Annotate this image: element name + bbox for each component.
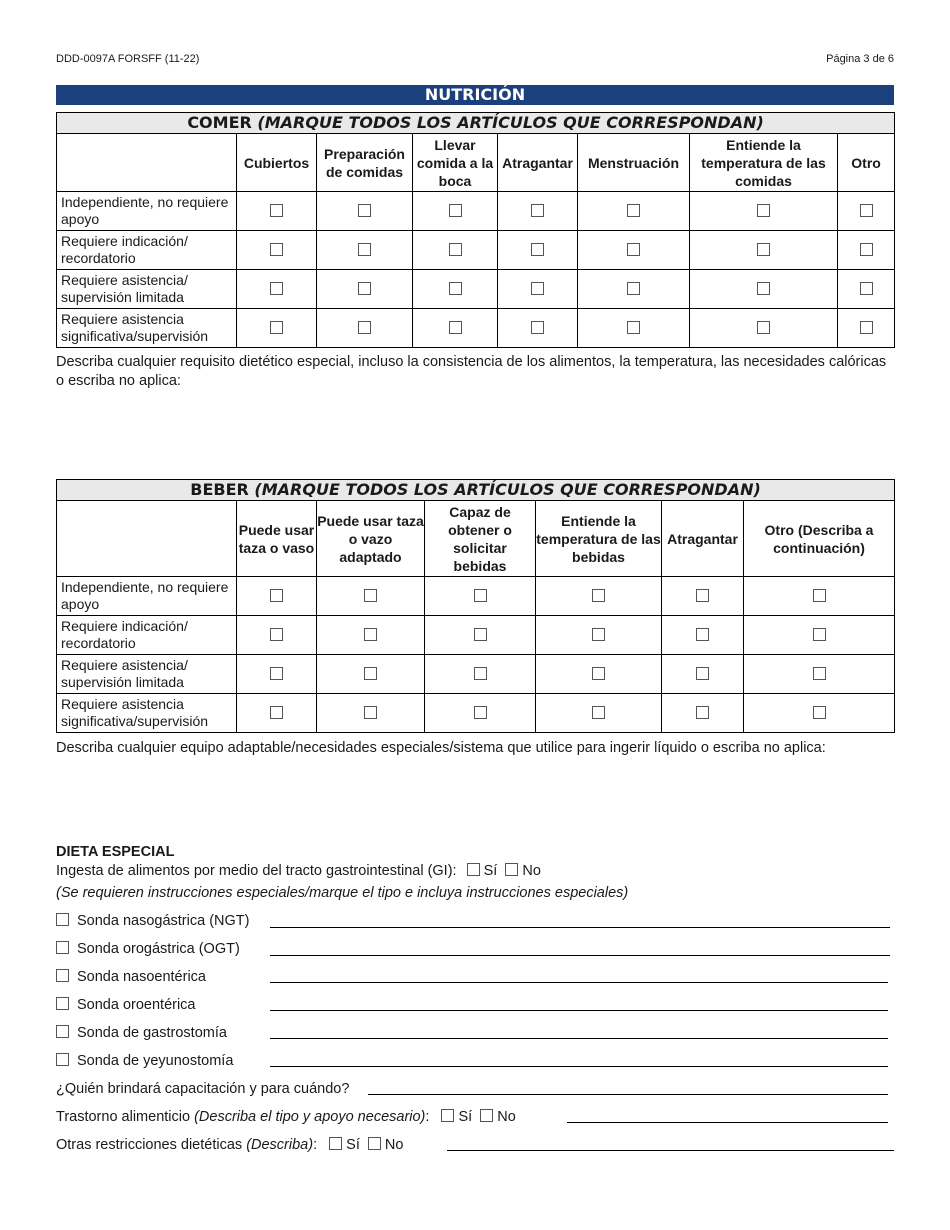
comer-checkbox[interactable]	[627, 204, 640, 217]
tube-label: Sonda de gastrostomía	[77, 1025, 227, 1041]
restrictions-line[interactable]	[447, 1150, 894, 1151]
comer-checkbox[interactable]	[860, 243, 873, 256]
table-row	[57, 655, 895, 694]
disorder-row: Trastorno alimenticio (Describa el tipo y apoyo necesario): Sí No	[56, 1109, 516, 1125]
tube-line[interactable]	[270, 982, 888, 983]
comer-checkbox[interactable]	[757, 321, 770, 334]
tube-option	[56, 1025, 227, 1041]
tube-checkbox[interactable]	[56, 1025, 69, 1038]
beber-checkbox[interactable]	[696, 667, 709, 680]
comer-col: Cubiertos	[237, 134, 317, 192]
comer-checkbox[interactable]	[270, 321, 283, 334]
comer-checkbox[interactable]	[449, 204, 462, 217]
disorder-yes-checkbox[interactable]	[441, 1109, 454, 1122]
disorder-no-label: No	[497, 1109, 516, 1125]
tube-label: Sonda orogástrica (OGT)	[77, 941, 240, 957]
beber-corner	[57, 501, 237, 577]
tube-line[interactable]	[270, 1066, 888, 1067]
beber-checkbox[interactable]	[270, 628, 283, 641]
table-row	[57, 231, 895, 270]
comer-checkbox[interactable]	[860, 282, 873, 295]
tube-line[interactable]	[270, 927, 890, 928]
dieta-title: DIETA ESPECIAL	[56, 844, 175, 860]
disorder-label: Trastorno alimenticio	[56, 1109, 191, 1125]
beber-col: Puede usar taza o vazo adaptado	[317, 501, 425, 577]
table-row	[57, 270, 895, 309]
comer-col: Menstruación	[578, 134, 690, 192]
comer-checkbox[interactable]	[270, 204, 283, 217]
tube-checkbox[interactable]	[56, 1053, 69, 1066]
beber-row-label: Independiente, no requiere apoyo	[57, 577, 237, 616]
beber-col: Capaz de obtener o solicitar bebidas	[425, 501, 536, 577]
tube-option	[56, 913, 249, 929]
table-row	[57, 309, 895, 348]
table-row	[57, 616, 895, 655]
comer-checkbox[interactable]	[270, 282, 283, 295]
comer-checkbox[interactable]	[627, 321, 640, 334]
comer-col: Llevar comida a la boca	[413, 134, 498, 192]
beber-checkbox[interactable]	[474, 706, 487, 719]
tube-label: Sonda oroentérica	[77, 997, 196, 1013]
tube-label: Sonda de yeyunostomía	[77, 1053, 234, 1069]
beber-checkbox[interactable]	[270, 706, 283, 719]
tube-option	[56, 997, 196, 1013]
beber-checkbox[interactable]	[813, 628, 826, 641]
beber-checkbox[interactable]	[813, 589, 826, 602]
beber-col: Entiende la temperatura de las bebidas	[536, 501, 662, 577]
restrictions-row: Otras restricciones dietéticas (Describa): Sí No	[56, 1137, 404, 1153]
beber-checkbox[interactable]	[474, 667, 487, 680]
tube-line[interactable]	[270, 1038, 888, 1039]
comer-title: COMER (MARQUE TODOS LOS ARTÍCULOS QUE CORRESPONDAN)	[57, 113, 895, 134]
restrictions-yes-label: Sí	[346, 1137, 360, 1153]
gi-question: Ingesta de alimentos por medio del tracto gastrointestinal (GI):	[56, 863, 457, 879]
comer-checkbox[interactable]	[358, 204, 371, 217]
comer-col: Entiende la temperatura de las comidas	[690, 134, 838, 192]
beber-row-label: Requiere indicación/ recordatorio	[57, 616, 237, 655]
comer-col: Otro	[838, 134, 895, 192]
beber-checkbox[interactable]	[364, 628, 377, 641]
restrictions-no-checkbox[interactable]	[368, 1137, 381, 1150]
beber-checkbox[interactable]	[270, 589, 283, 602]
tube-option	[56, 1053, 233, 1069]
disorder-no-checkbox[interactable]	[480, 1109, 493, 1122]
gi-yes-checkbox[interactable]	[467, 863, 480, 876]
gi-no-checkbox[interactable]	[505, 863, 518, 876]
comer-row-label: Requiere indicación/ recordatorio	[57, 231, 237, 270]
comer-checkbox[interactable]	[757, 204, 770, 217]
tube-label: Sonda nasogástrica (NGT)	[77, 913, 250, 929]
beber-checkbox[interactable]	[813, 706, 826, 719]
gi-question-row	[56, 863, 541, 879]
beber-checkbox[interactable]	[364, 667, 377, 680]
tube-checkbox[interactable]	[56, 997, 69, 1010]
restrictions-note: (Describa)	[246, 1137, 314, 1153]
comer-checkbox[interactable]	[860, 204, 873, 217]
training-line[interactable]	[368, 1094, 888, 1095]
beber-col: Puede usar taza o vaso	[237, 501, 317, 577]
beber-checkbox[interactable]	[270, 667, 283, 680]
beber-checkbox[interactable]	[474, 589, 487, 602]
beber-checkbox[interactable]	[696, 589, 709, 602]
beber-checkbox[interactable]	[592, 589, 605, 602]
comer-checkbox[interactable]	[531, 321, 544, 334]
section-title: NUTRICIÓN	[56, 85, 894, 105]
comer-checkbox[interactable]	[270, 243, 283, 256]
comer-checkbox[interactable]	[531, 204, 544, 217]
comer-checkbox[interactable]	[449, 321, 462, 334]
beber-checkbox[interactable]	[592, 706, 605, 719]
gi-yes-label: Sí	[483, 863, 498, 879]
beber-title: BEBER (MARQUE TODOS LOS ARTÍCULOS QUE CORRESPONDAN)	[57, 480, 895, 501]
comer-checkbox[interactable]	[627, 243, 640, 256]
table-row	[57, 694, 895, 733]
comer-checkbox[interactable]	[358, 321, 371, 334]
tube-line[interactable]	[270, 1010, 888, 1011]
beber-table	[56, 479, 895, 733]
comer-checkbox[interactable]	[531, 243, 544, 256]
gi-note: (Se requieren instrucciones especiales/marque el tipo e incluya instrucciones especiales)	[56, 885, 629, 901]
table-row	[57, 192, 895, 231]
restrictions-yes-checkbox[interactable]	[329, 1137, 342, 1150]
beber-describe-label: Describa cualquier equipo adaptable/necesidades especiales/sistema que utilice para ingerir líquido o escriba no aplica:	[56, 740, 826, 756]
gi-no-label: No	[522, 863, 541, 879]
tube-line[interactable]	[270, 955, 890, 956]
tube-checkbox[interactable]	[56, 969, 69, 982]
disorder-line[interactable]	[567, 1122, 888, 1123]
beber-checkbox[interactable]	[474, 628, 487, 641]
tube-checkbox[interactable]	[56, 941, 69, 954]
comer-describe-label: Describa cualquier requisito dietético especial, incluso la consistencia de los alimentos, la temperatura, las necesidades calóricas o escriba no aplica:	[56, 354, 887, 389]
comer-checkbox[interactable]	[449, 243, 462, 256]
disorder-note: (Describa el tipo y apoyo necesario)	[194, 1109, 426, 1125]
beber-row-label: Requiere asistencia/ supervisión limitada	[57, 655, 237, 694]
beber-describe-area[interactable]	[56, 762, 894, 832]
tube-option	[56, 969, 206, 985]
disorder-yes-label: Sí	[458, 1109, 473, 1125]
beber-checkbox[interactable]	[364, 706, 377, 719]
page-number: Página 3 de 6	[826, 53, 894, 65]
comer-col: Atragantar	[498, 134, 578, 192]
tube-checkbox[interactable]	[56, 913, 69, 926]
comer-checkbox[interactable]	[860, 321, 873, 334]
comer-table	[56, 112, 895, 348]
tube-label: Sonda nasoentérica	[77, 969, 206, 985]
comer-describe-area[interactable]	[56, 396, 894, 472]
beber-checkbox[interactable]	[696, 628, 709, 641]
comer-checkbox[interactable]	[358, 243, 371, 256]
comer-checkbox[interactable]	[449, 282, 462, 295]
comer-corner	[57, 134, 237, 192]
comer-checkbox[interactable]	[757, 282, 770, 295]
table-row	[57, 577, 895, 616]
beber-checkbox[interactable]	[592, 628, 605, 641]
comer-checkbox[interactable]	[531, 282, 544, 295]
comer-row-label: Requiere asistencia/ supervisión limitada	[57, 270, 237, 309]
comer-row-label: Requiere asistencia significativa/supervisión	[57, 309, 237, 348]
comer-checkbox[interactable]	[358, 282, 371, 295]
comer-checkbox[interactable]	[627, 282, 640, 295]
beber-checkbox[interactable]	[592, 667, 605, 680]
beber-row-label: Requiere asistencia significativa/supervisión	[57, 694, 237, 733]
beber-checkbox[interactable]	[813, 667, 826, 680]
training-label: ¿Quién brindará capacitación y para cuándo?	[56, 1081, 350, 1097]
beber-col: Otro (Describa a continuación)	[744, 501, 895, 577]
form-id: DDD-0097A FORSFF (11-22)	[56, 53, 200, 65]
restrictions-no-label: No	[384, 1137, 404, 1153]
beber-col: Atragantar	[662, 501, 744, 577]
beber-checkbox[interactable]	[364, 589, 377, 602]
tube-option	[56, 941, 240, 957]
comer-row-label: Independiente, no requiere apoyo	[57, 192, 237, 231]
comer-checkbox[interactable]	[757, 243, 770, 256]
beber-checkbox[interactable]	[696, 706, 709, 719]
comer-col: Preparación de comidas	[317, 134, 413, 192]
restrictions-label: Otras restricciones dietéticas	[56, 1137, 243, 1153]
